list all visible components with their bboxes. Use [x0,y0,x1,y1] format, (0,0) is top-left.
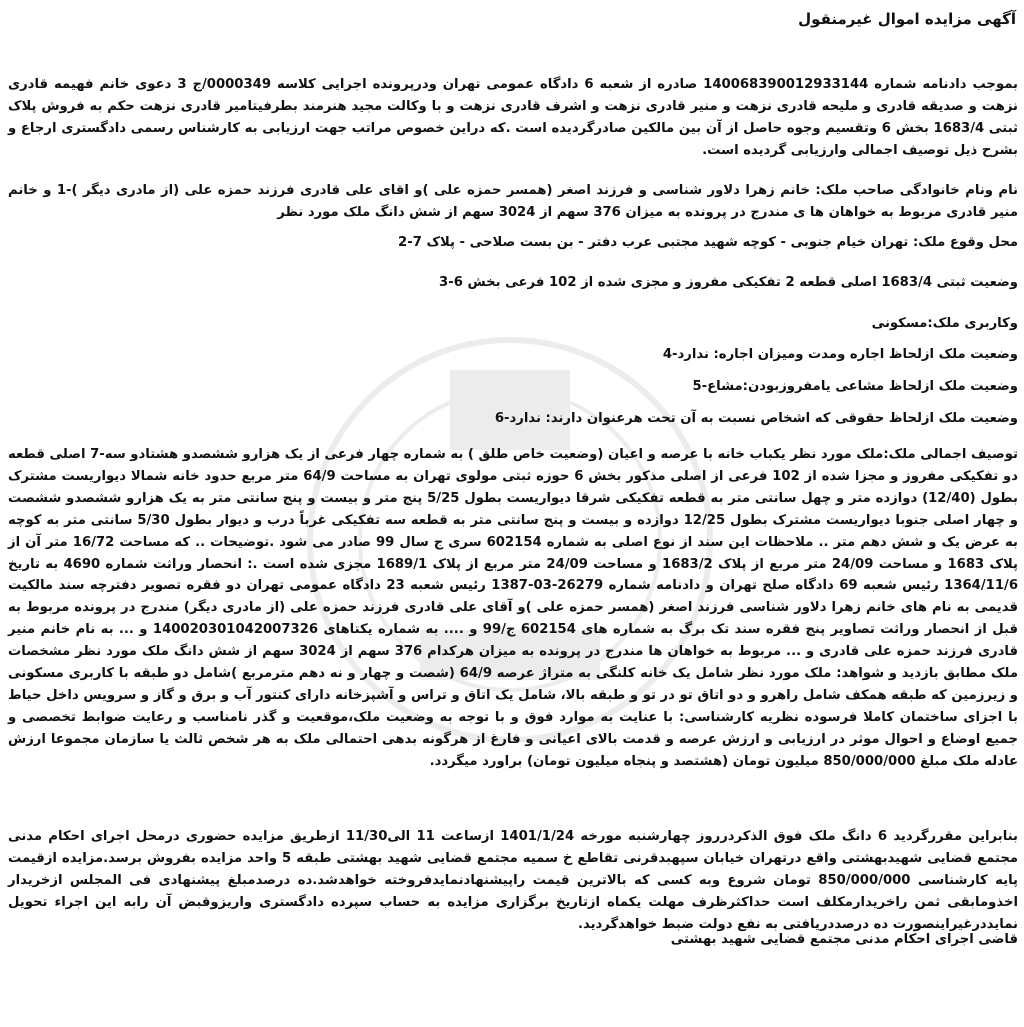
notice-title: آگهی مزایده اموال غیرمنقول [798,10,1016,28]
lease-line: وضعیت ملک ازلحاظ اجاره ومدت ومیزان اجاره: ندارد-4 [662,347,1018,362]
registry-line: وضعیت ثبتی 1683/4 اصلی قطعه 2 تفکیکی مفروز و مجزی شده از 102 فرعی بخش 6-3 [439,275,1018,290]
description-paragraph: توصیف اجمالی ملک:ملک مورد نظر یکباب خانه با عرصه و اعیان (وضعیت خاص طلق ) به شماره چهار فرعی از یک هزارو ششصدو هشتادو سه-7 اصلی قطعه دو تفکیکی مفروز و مجزا شده از 102 فرعی از اصلی مذکور بخش 6 حوزه ثبتی مولوی تهران به مساحت 64/9 متر مربع حدود خانه شمالا دیواریست مشترک بطول (12/40) دوازده متر و چهل سانتی متر به قطعه تفکیکی شرقا دیواریست بطول 5/25 پنج متر و بیست و پنج سانتی متر به یک هزارو ششصدو ششصت و چهار اصلی جنوبا دیواریست مشترک بطول 12/25 دوازده و بیست و پنج سانتی متر به قطعه سه تفکیکی غرباً درب و دیوار بطول 5/30 سانتی متر به کوچه به عرض یک و شش دهم متر .. ملاحظات این سند از نوع اصلی به شماره 602154 سری ج سال 99 صادر می شود .توضیحات .. که مساحت 16/72 متر آن از پلاک 1683 و مساحت 24/09 متر مربع از پلاک 1683/2 و مساحت 24/09 متر مربع از پلاک 1689/1 مجزی شده است .: انحصار وراثت شماره 4690 به تاریخ 1364/11/6 رئیس شعبه 69 دادگاه صلح تهران و دادنامه شماره 26279-03-1387 رئیس شعبه 23 دادگاه عمومی تهران دو فقره تصویر دفترچه سند مالکیت قدیمی به نام های خانم زهرا دلاور شناسی فرزند اصغر (همسر حمزه علی )و آقای علی قادری فرزند حمزه علی (از مادری دیگر) مندرج در پرونده مربوط به قبل از انحصار وراثت تصاویر پنج فقره سند تک برگ به شماره های 602154 ج/99 و .... به شماره یکتاهای 140020301042007326 و ... به نام خانم منیر قادری فرزند حمزه علی قادری و ... مربوط به خواهان ها مندرج در پرونده به میزان هرکدام 376 سهم از 3024 سهم از شش دانگ ملک مورد نظر مشخصات ملک مطابق بازدید و شواهد: ملک مورد نظر شامل یک خانه کلنگی به متراژ عرصه 64/9 (شصت و چهار و نه دهم مترمربع )شامل دو طبقه با کاربری مسکونی و زیرزمین که طبقه همکف شامل راهرو و دو اتاق تو در تو و طبقه بالا، شامل یک اتاق و تراس و آشپزخانه دارای کنتور آب و برق و گاز و سرویس داخل حیاط با اجزای ساختمان کاملا فرسوده نظریه کارشناسی: با عنایت به موارد فوق و با توجه به وضعیت ملک،موقعیت و گذر نامناسب و رعایت ضوابط تخصصی و جمیع اوضاع و احوال موثر در ارزیابی و ارزش عرصه و قدمت بالای اعیانی و فارغ از هرگونه بدهی احتمالی ملک به هر شخص ثالث یا سازمان مجموعا ارزش عادله ملک مبلغ 850/000/000 میلیون تومان (هشتصد و پنجاه میلیون تومان) براورد میگردد. [7,447,1019,769]
owners-paragraph: نام ونام خانوادگی صاحب ملک: خانم زهرا دلاور شناسی و فرزند اصغر (همسر حمزه علی )و اقای علی قادری فرزند حمزه علی (از مادری دیگر )-1 و خانم منیر قادری مربوط به خواهان ها ی مندرج در پرونده به میزان 376 سهم از 3024 سهم از شش دانگ ملک مورد نظر [8,183,1018,220]
usage-line: وکاربری ملک:مسکونی [871,316,1018,331]
shared-line: وضعیت ملک ازلحاظ مشاعی یامفروزبودن:مشاع-5 [692,379,1018,394]
location-line: محل وقوع ملک: تهران خیام جنوبی - کوچه شهید مجتبی عرب دفتر - بن بست صلاحی - پلاک 7-2 [398,235,1018,250]
intro-paragraph: بموجب دادنامه شماره 140068390012933144 صادره از شعبه 6 دادگاه عمومی تهران ودرپرونده اجرایی کلاسه 0000349/ج 3 دعوی خانم فهیمه قادری نزهت و صدیقه قادری و ملیحه قادری نزهت و منیر قادری نزهت و اشرف قادری نزهت و با وکالت مجید هنرمند بطرفیتامیر قادری نزهت حکم به فروش پلاک ثبتی 1683/4 بخش 6 وتقسیم وجوه حاصل از آن بین مالکین صادرگردیده است .که دراین خصوص مراتب جهت ارزیابی به کارشناس رسمی دادگستری ارجاع و بشرح ذیل توصیف اجمالی وارزیابی گردیده است. [8,77,1018,158]
rights-line: وضعیت ملک ازلحاظ حقوقی که اشخاص نسبت به آن تحت هرعنوان دارند: ندارد-6 [494,411,1018,426]
auction-paragraph: بنابراین مقررگردید 6 دانگ ملک فوق الذکردرروز چهارشنبه مورخه 1401/1/24 ازساعت 11 الی11/30 ازطریق مزایده حضوری درمحل اجرای احکام مدنی مجتمع قضایی شهیدبهشتی واقع درتهران خیابان سپهبدقرنی تقاطع خ سمیه مجتمع قضایی شهید بهشتی طبقه 5 واحد مزایده بفروش برسد.مزایده ازقیمت پایه کارشناسی 850/000/000 تومان شروع وبه کسی که بالاترین قیمت راپیشنهادنمایدفروخته خواهدشد.ده درصدمبلغ پیشنهادی فی المجلس ازخریدار اخذومابقی ثمن راخریدارمکلف است حداکثرظرف مهلت یکماه ازتاریخ برگزاری مزایده به حساب سپرده دادگستری واریزوقبض آن رابه این اجراء تحویل نمایددرغیراینصورت ده درصددریافتی به نفع دولت ضبط خواهدگردید. [8,829,1018,932]
signature-line: قاضی اجرای احکام مدنی مجتمع قضایی شهید بهشتی [670,932,1018,947]
